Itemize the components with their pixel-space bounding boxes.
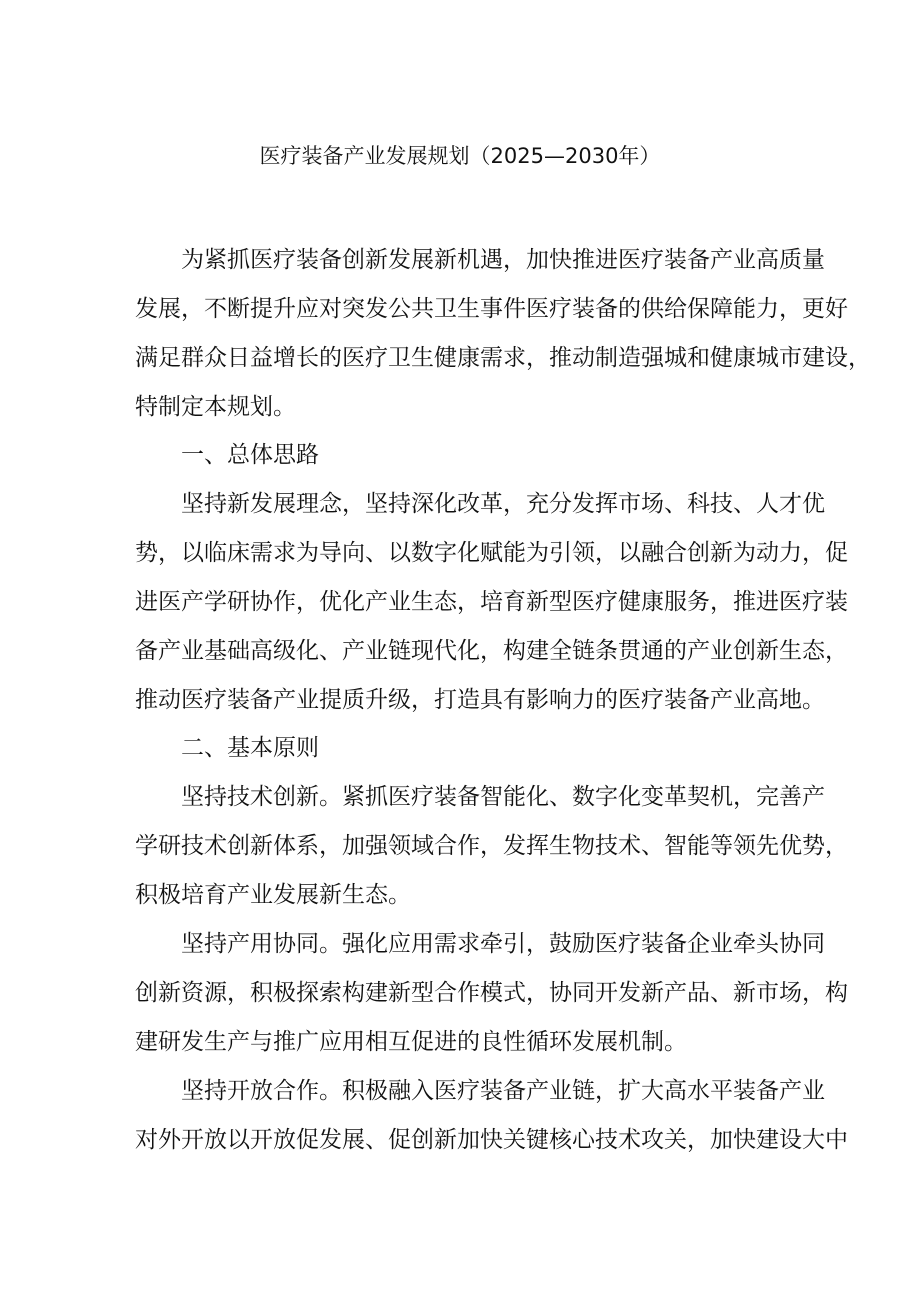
principle3-line-1: 坚持开放合作。积极融入医疗装备产业链，扩大高水平装备产业 [181, 1078, 825, 1104]
principle2-line-3: 建研发生产与推广应用相互促进的良性循环发展机制。 [135, 1029, 687, 1055]
intro-line-3: 满足群众日益增长的医疗卫生健康需求，推动制造强城和健康城市建设， [135, 345, 871, 371]
principle2-line-1: 坚持产用协同。强化应用需求牵引，鼓励医疗装备企业牵头协同 [181, 931, 825, 957]
section1-line-4: 备产业基础高级化、产业链现代化，构建全链条贯通的产业创新生态， [135, 638, 848, 664]
section1-line-3: 进医产学研协作，优化产业生态，培育新型医疗健康服务，推进医疗装 [135, 589, 848, 615]
principle1-line-3: 积极培育产业发展新生态。 [135, 882, 411, 908]
section1-line-2: 势，以临床需求为导向、以数字化赋能为引领，以融合创新为动力，促 [135, 540, 848, 566]
section1-line-1: 坚持新发展理念，坚持深化改革，充分发挥市场、科技、人才优 [181, 491, 825, 517]
document-title: 医疗装备产业发展规划（2025—2030年） [259, 144, 661, 168]
section-heading-general-approach: 一、总体思路 [181, 442, 319, 468]
principle1-line-1: 坚持技术创新。紧抓医疗装备智能化、数字化变革契机，完善产 [181, 784, 825, 810]
intro-line-4: 特制定本规划。 [135, 394, 296, 420]
intro-line-2: 发展，不断提升应对突发公共卫生事件医疗装备的供给保障能力，更好 [135, 296, 848, 322]
section1-line-5: 推动医疗装备产业提质升级，打造具有影响力的医疗装备产业高地。 [135, 687, 825, 713]
principle3-line-2: 对外开放以开放促发展、促创新加快关键核心技术攻关，加快建设大中 [135, 1127, 848, 1153]
principle1-line-2: 学研技术创新体系，加强领域合作，发挥生物技术、智能等领先优势， [135, 833, 848, 859]
principle2-line-2: 创新资源，积极探索构建新型合作模式，协同开发新产品、新市场，构 [135, 980, 848, 1006]
intro-line-1: 为紧抓医疗装备创新发展新机遇，加快推进医疗装备产业高质量 [181, 247, 825, 273]
section-heading-basic-principles: 二、基本原则 [181, 735, 319, 761]
